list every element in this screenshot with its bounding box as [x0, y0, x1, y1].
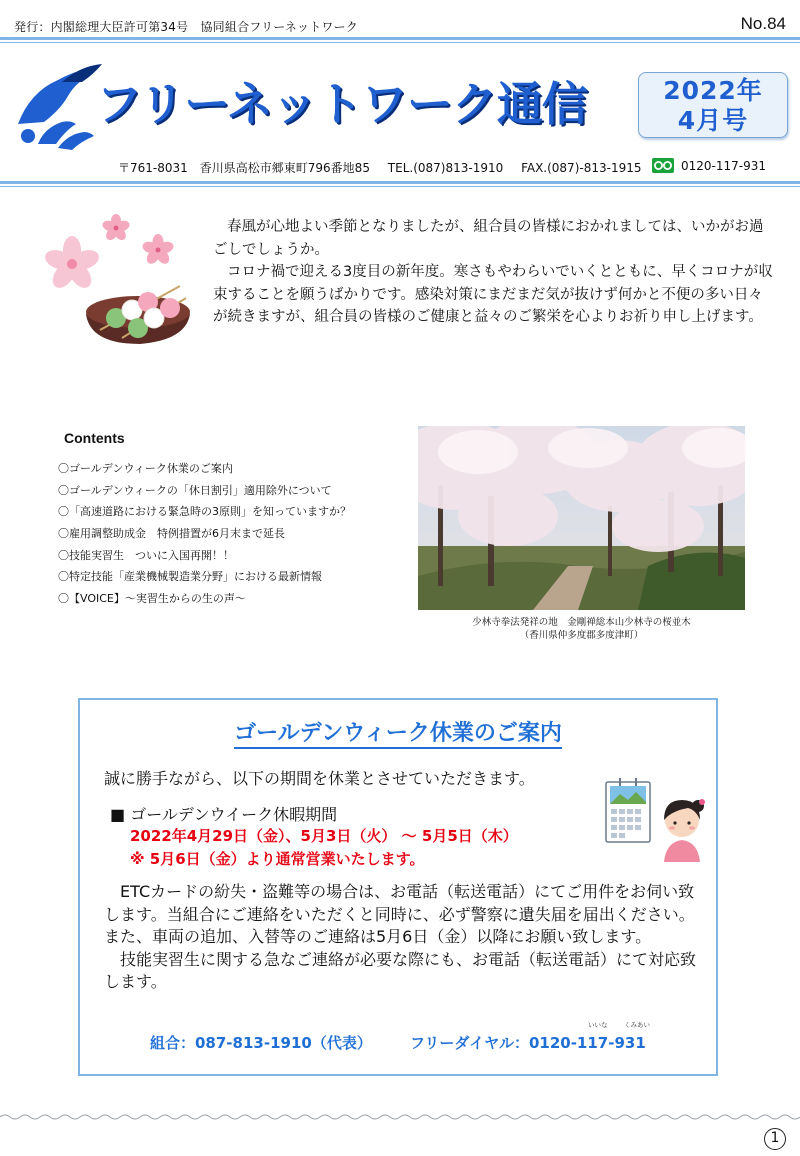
- sakura-flower-small-icon: [141, 234, 175, 266]
- issue-number: No.84: [740, 14, 786, 33]
- notice-phone: 組合：087-813-1910（代表）: [150, 1034, 372, 1052]
- contents-item: 〇技能実習生 ついに入国再開！！: [58, 548, 234, 562]
- girl-icon: [664, 799, 705, 862]
- freedial-number: 0120-117-931: [681, 159, 767, 173]
- top-rule-thin: [0, 42, 800, 43]
- greeting-paragraph: コロナ禍で迎える3度目の新年度。寒さもやわらいでいくとともに、早くコロナが収束することを願うばかりです。感染対策にまだまだ気が抜けず何かと不便の多い日々が続きますが、組合員の皆様のご健康と益々のご繁栄を心よりお祈り申し上げます。: [213, 264, 773, 325]
- bottom-divider: [0, 1112, 800, 1122]
- contents-item: 〇ゴールデンウィーク休業のご案内: [58, 462, 233, 475]
- postal-address: 〒761-8031 香川県高松市郷東町796番地85: [118, 161, 370, 175]
- address-line: [118, 159, 655, 176]
- notice-intro: 誠に勝手ながら、以下の期間を休業とさせていただきます。: [104, 769, 535, 788]
- sakura-flower-small-icon: [101, 214, 131, 242]
- ruby-annotation: いいな: [588, 1021, 608, 1029]
- page-number: 1: [764, 1128, 786, 1150]
- calendar-girl-illustration: [604, 776, 708, 862]
- contents-item: 〇「高速道路における緊急時の3原則」を知っていますか？: [58, 505, 351, 519]
- contents-item: 〇【VOICE】～実習生からの生の声～: [58, 592, 246, 606]
- notice-title-text: ゴールデンウィーク休業のご案内: [234, 721, 562, 749]
- sakura-dango-illustration: [30, 206, 200, 356]
- notice-body-paragraph: ETCカードの紛失・盗難等の場合は、お電話（転送電話）にてご用件をお伺い致します。当組合にご連絡をいただくと同時に、必ず警察に遺失届を届出ください。また、車両の追加、入替等のご連絡は5月6日（金）以降にお願い致します。: [104, 882, 695, 947]
- top-rule: [0, 37, 800, 40]
- address-rule: [0, 181, 800, 184]
- notice-resume: ※ 5月6日（金）より通常営業いたします。: [130, 850, 425, 868]
- tel-number: TEL.(087)813-1910: [387, 161, 504, 175]
- photo-caption: [418, 616, 745, 642]
- golden-week-notice-box: [78, 698, 718, 1076]
- address-rule-thin: [0, 186, 800, 187]
- contents-heading: Contents: [64, 430, 125, 446]
- cherry-blossom-photo: [418, 426, 745, 610]
- ruby-annotation: くみあい: [624, 1021, 650, 1029]
- fax-number: FAX.(087)-813-1915: [521, 161, 642, 175]
- greeting-text: [213, 216, 773, 329]
- issue-month: 4月号: [677, 106, 749, 135]
- photo-caption-line: （香川県仲多度郡多度津町）: [519, 630, 644, 641]
- issue-year: 2022年: [663, 76, 763, 105]
- contents-item: 〇ゴールデンウィークの「休日割引」適用除外について: [58, 483, 332, 497]
- notice-body: [104, 881, 704, 994]
- calendar-icon: [606, 778, 650, 842]
- greeting-paragraph: 春風が心地よい季節となりましたが、組合員の皆様におかれましては、いかがお過ごしでしょうか。: [213, 219, 764, 258]
- freenetwork-logo-icon: [10, 52, 110, 152]
- dango-plate-icon: [86, 286, 190, 344]
- sakura-flower-large-icon: [43, 236, 102, 292]
- notice-period-label: ■ ゴールデンウイーク休暇期間: [110, 805, 338, 824]
- notice-title: [80, 716, 716, 747]
- contents-item: 〇雇用調整助成金 特例措置が6月末まで延長: [58, 527, 285, 541]
- notice-body-paragraph: 技能実習生に関する急なご連絡が必要な際にも、お電話（転送電話）にて対応致します。: [104, 949, 697, 992]
- masthead-title: フリーネットワーク通信: [96, 77, 587, 131]
- issue-date-box: [638, 72, 788, 138]
- photo-caption-line: 少林寺拳法発祥の地 金剛禅総本山少林寺の桜並木: [472, 617, 691, 628]
- freedial-icon: [652, 158, 674, 173]
- notice-dates: 2022年4月29日（金）、5月3日（火） ～ 5月5日（木）: [130, 827, 518, 845]
- publisher-line: 発行：内閣総理大臣許可第34号 協同組合フリーネットワーク: [14, 20, 358, 34]
- contents-list: [58, 461, 351, 613]
- contents-item: 〇特定技能「産業機械製造業分野」における最新情報: [58, 570, 322, 584]
- notice-freedial: フリーダイヤル：0120-117-931: [410, 1034, 646, 1052]
